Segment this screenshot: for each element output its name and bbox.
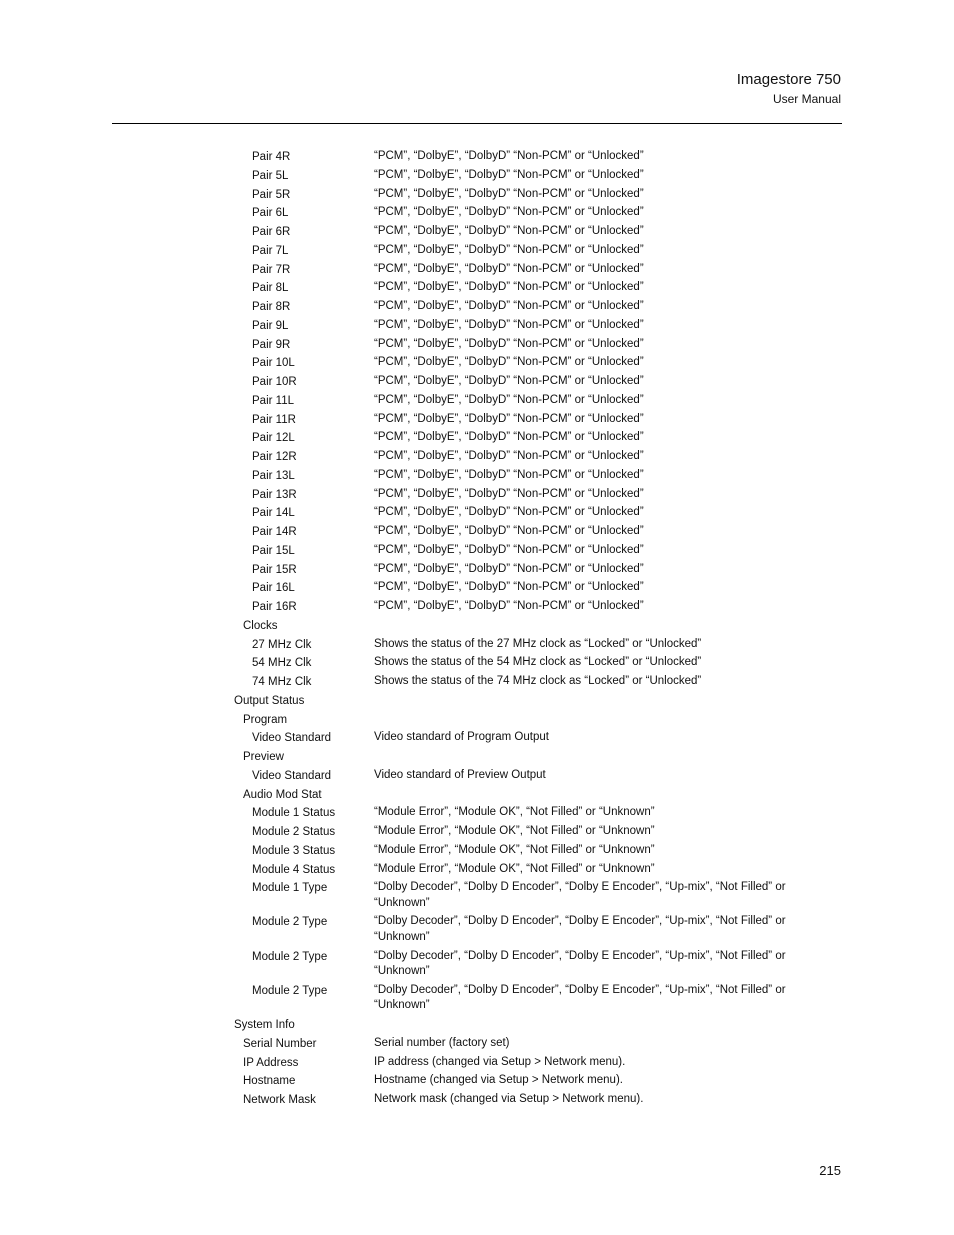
- table-row: [0, 412, 954, 431]
- row-description: “PCM”, “DolbyE”, “DolbyD” “Non-PCM” or “Unlocked”: [374, 543, 644, 556]
- table-row: [0, 599, 954, 618]
- row-label: Pair 10R: [252, 376, 297, 388]
- row-label: Module 2 Type: [252, 916, 328, 929]
- row-label: Hostname: [243, 1075, 296, 1088]
- row-label: Network Mask: [243, 1094, 316, 1106]
- row-description: “PCM”, “DolbyE”, “DolbyD” “Non-PCM” or “Unlocked”: [374, 562, 644, 575]
- row-description: “PCM”, “DolbyE”, “DolbyD” “Non-PCM” or “Unlocked”: [374, 168, 644, 181]
- table-row: [0, 337, 954, 356]
- table-row: [0, 243, 954, 262]
- table-row: [0, 187, 954, 206]
- row-description: “Module Error”, “Module OK”, “Not Filled” or “Unknown”: [374, 806, 655, 819]
- row-description: “PCM”, “DolbyE”, “DolbyD” “Non-PCM” or “Unlocked”: [374, 487, 644, 500]
- table-row: [0, 580, 954, 599]
- row-label: Video Standard: [252, 732, 332, 745]
- row-label: Pair 9R: [252, 338, 291, 351]
- row-description: “PCM”, “DolbyE”, “DolbyD” “Non-PCM” or “Unlocked”: [374, 356, 644, 369]
- row-label: Pair 13R: [252, 488, 297, 501]
- row-label: Pair 15R: [252, 563, 297, 576]
- table-row: [0, 487, 954, 506]
- page-number: 215: [819, 1163, 841, 1178]
- row-label: Module 2 Status: [252, 826, 336, 838]
- row-description: “PCM”, “DolbyE”, “DolbyD” “Non-PCM” or “Unlocked”: [374, 262, 644, 275]
- row-label: Pair 5R: [252, 188, 291, 201]
- table-row: [0, 880, 954, 914]
- row-description: “PCM”, “DolbyE”, “DolbyD” “Non-PCM” or “Unlocked”: [374, 412, 644, 425]
- table-row: [0, 787, 954, 806]
- row-description: “PCM”, “DolbyE”, “DolbyD” “Non-PCM” or “Unlocked”: [374, 393, 644, 406]
- header-subtitle: User Manual: [772, 92, 841, 106]
- table-row: [0, 693, 954, 712]
- table-row: [0, 149, 954, 168]
- table-row: [0, 1055, 954, 1074]
- row-description: “PCM”, “DolbyE”, “DolbyD” “Non-PCM” or “Unlocked”: [374, 431, 644, 444]
- table-row: [0, 1073, 954, 1092]
- row-description: “PCM”, “DolbyE”, “DolbyD” “Non-PCM” or “Unlocked”: [374, 375, 644, 387]
- row-description: “Dolby Decoder”, “Dolby D Encoder”, “Dolby E Encoder”, “Up-mix”, “Not Filled” or “Unknown”: [374, 949, 786, 978]
- table-row: [0, 543, 954, 562]
- row-label: Module 1 Type: [252, 882, 328, 895]
- table-row: [0, 299, 954, 318]
- row-label: Pair 14R: [252, 526, 297, 538]
- table-row: [0, 355, 954, 374]
- row-label: Pair 13L: [252, 469, 295, 482]
- row-label: Module 3 Status: [252, 844, 336, 857]
- row-label: Pair 8R: [252, 301, 291, 313]
- row-label: Preview: [243, 751, 284, 763]
- table-row: [0, 205, 954, 224]
- parameter-table: [0, 149, 954, 1111]
- row-label: 27 MHz Clk: [252, 638, 312, 651]
- header-rule: [112, 123, 842, 124]
- row-description: “PCM”, “DolbyE”, “DolbyD” “Non-PCM” or “Unlocked”: [374, 318, 644, 331]
- table-row: [0, 618, 954, 637]
- row-description: IP address (changed via Setup > Network menu).: [374, 1055, 626, 1068]
- row-label: Module 1 Status: [252, 807, 336, 820]
- row-description: “Dolby Decoder”, “Dolby D Encoder”, “Dolby E Encoder”, “Up-mix”, “Not Filled” or “Unknown”: [374, 983, 786, 1012]
- table-row: [0, 318, 954, 337]
- row-label: Pair 11L: [252, 394, 294, 407]
- table-row: [0, 393, 954, 412]
- row-label: Program: [243, 713, 288, 726]
- row-description: “PCM”, “DolbyE”, “DolbyD” “Non-PCM” or “Unlocked”: [374, 581, 644, 594]
- row-description: “PCM”, “DolbyE”, “DolbyD” “Non-PCM” or “Unlocked”: [374, 150, 644, 162]
- row-label: Pair 6L: [252, 207, 289, 220]
- row-description: “PCM”, “DolbyE”, “DolbyD” “Non-PCM” or “Unlocked”: [374, 300, 644, 312]
- row-label: Pair 12L: [252, 432, 295, 445]
- table-row: [0, 262, 954, 281]
- row-description: Serial number (factory set): [374, 1036, 510, 1049]
- table-row: [0, 280, 954, 299]
- table-row: [0, 949, 954, 983]
- table-row: [0, 1017, 954, 1036]
- row-description: Network mask (changed via Setup > Network menu).: [374, 1093, 644, 1105]
- row-description: “PCM”, “DolbyE”, “DolbyD” “Non-PCM” or “Unlocked”: [374, 206, 644, 219]
- row-label: Pair 8L: [252, 282, 289, 295]
- table-row: [0, 430, 954, 449]
- table-row: [0, 468, 954, 487]
- row-description: Shows the status of the 74 MHz clock as “Locked” or “Unlocked”: [374, 675, 702, 687]
- row-description: “PCM”, “DolbyE”, “DolbyD” “Non-PCM” or “Unlocked”: [374, 600, 644, 612]
- row-label: Pair 7R: [252, 263, 291, 276]
- table-row: [0, 562, 954, 581]
- table-row: [0, 168, 954, 187]
- table-row: [0, 505, 954, 524]
- row-description: “PCM”, “DolbyE”, “DolbyD” “Non-PCM” or “Unlocked”: [374, 187, 644, 200]
- table-row: [0, 712, 954, 731]
- table-row: [0, 637, 954, 656]
- row-label: Pair 10L: [252, 357, 295, 370]
- row-label: System Info: [234, 1019, 295, 1031]
- table-row: [0, 1036, 954, 1055]
- table-row: [0, 224, 954, 243]
- row-label: Module 4 Status: [252, 863, 336, 876]
- table-row: [0, 1092, 954, 1111]
- row-label: Audio Mod Stat: [243, 788, 322, 801]
- row-description: “Dolby Decoder”, “Dolby D Encoder”, “Dolby E Encoder”, “Up-mix”, “Not Filled” or “Unknown”: [374, 881, 786, 909]
- table-row: [0, 449, 954, 468]
- table-row: [0, 983, 954, 1017]
- table-row: [0, 805, 954, 824]
- row-description: “Module Error”, “Module OK”, “Not Filled” or “Unknown”: [374, 825, 655, 837]
- row-label: Video Standard: [252, 769, 332, 782]
- row-label: Pair 5L: [252, 169, 289, 182]
- row-label: Module 2 Type: [252, 984, 328, 997]
- row-description: “Module Error”, “Module OK”, “Not Filled” or “Unknown”: [374, 862, 655, 875]
- row-description: “Dolby Decoder”, “Dolby D Encoder”, “Dolby E Encoder”, “Up-mix”, “Not Filled” or “Unknown”: [374, 915, 786, 943]
- row-description: Video standard of Preview Output: [374, 768, 546, 781]
- row-label: Pair 16L: [252, 582, 295, 595]
- row-label: Pair 12R: [252, 451, 297, 463]
- row-description: “PCM”, “DolbyE”, “DolbyD” “Non-PCM” or “Unlocked”: [374, 337, 644, 350]
- row-label: Clocks: [243, 619, 278, 632]
- row-description: “PCM”, “DolbyE”, “DolbyD” “Non-PCM” or “Unlocked”: [374, 281, 644, 294]
- row-label: Pair 14L: [252, 507, 295, 520]
- table-row: [0, 824, 954, 843]
- row-label: Pair 4R: [252, 151, 291, 163]
- table-row: [0, 730, 954, 749]
- table-row: [0, 674, 954, 693]
- header-title: Imagestore 750: [736, 71, 841, 88]
- row-label: Pair 6R: [252, 226, 291, 238]
- table-row: [0, 749, 954, 768]
- table-row: [0, 862, 954, 881]
- row-label: Pair 9L: [252, 319, 289, 332]
- row-description: Shows the status of the 27 MHz clock as “Locked” or “Unlocked”: [374, 637, 702, 650]
- table-row: [0, 524, 954, 543]
- row-label: Output Status: [234, 694, 305, 707]
- row-description: Hostname (changed via Setup > Network menu).: [374, 1074, 623, 1087]
- table-row: [0, 843, 954, 862]
- row-label: Pair 16R: [252, 601, 297, 613]
- row-description: “PCM”, “DolbyE”, “DolbyD” “Non-PCM” or “Unlocked”: [374, 506, 644, 519]
- row-description: Video standard of Program Output: [374, 731, 549, 744]
- row-description: “PCM”, “DolbyE”, “DolbyD” “Non-PCM” or “Unlocked”: [374, 525, 644, 537]
- row-label: 54 MHz Clk: [252, 657, 312, 670]
- row-label: Pair 15L: [252, 544, 295, 557]
- row-description: “PCM”, “DolbyE”, “DolbyD” “Non-PCM” or “Unlocked”: [374, 243, 644, 256]
- row-description: Shows the status of the 54 MHz clock as “Locked” or “Unlocked”: [374, 656, 702, 669]
- table-row: [0, 914, 954, 948]
- table-row: [0, 655, 954, 674]
- row-label: Pair 11R: [252, 413, 296, 426]
- table-row: [0, 374, 954, 393]
- row-label: Serial Number: [243, 1037, 317, 1050]
- row-label: Module 2 Type: [252, 950, 328, 963]
- row-description: “PCM”, “DolbyE”, “DolbyD” “Non-PCM” or “Unlocked”: [374, 468, 644, 481]
- row-description: “PCM”, “DolbyE”, “DolbyD” “Non-PCM” or “Unlocked”: [374, 450, 644, 462]
- row-description: “PCM”, “DolbyE”, “DolbyD” “Non-PCM” or “Unlocked”: [374, 225, 644, 237]
- table-row: [0, 768, 954, 787]
- row-description: “Module Error”, “Module OK”, “Not Filled” or “Unknown”: [374, 843, 655, 856]
- row-label: 74 MHz Clk: [252, 676, 312, 688]
- row-label: Pair 7L: [252, 244, 289, 257]
- row-label: IP Address: [243, 1056, 299, 1069]
